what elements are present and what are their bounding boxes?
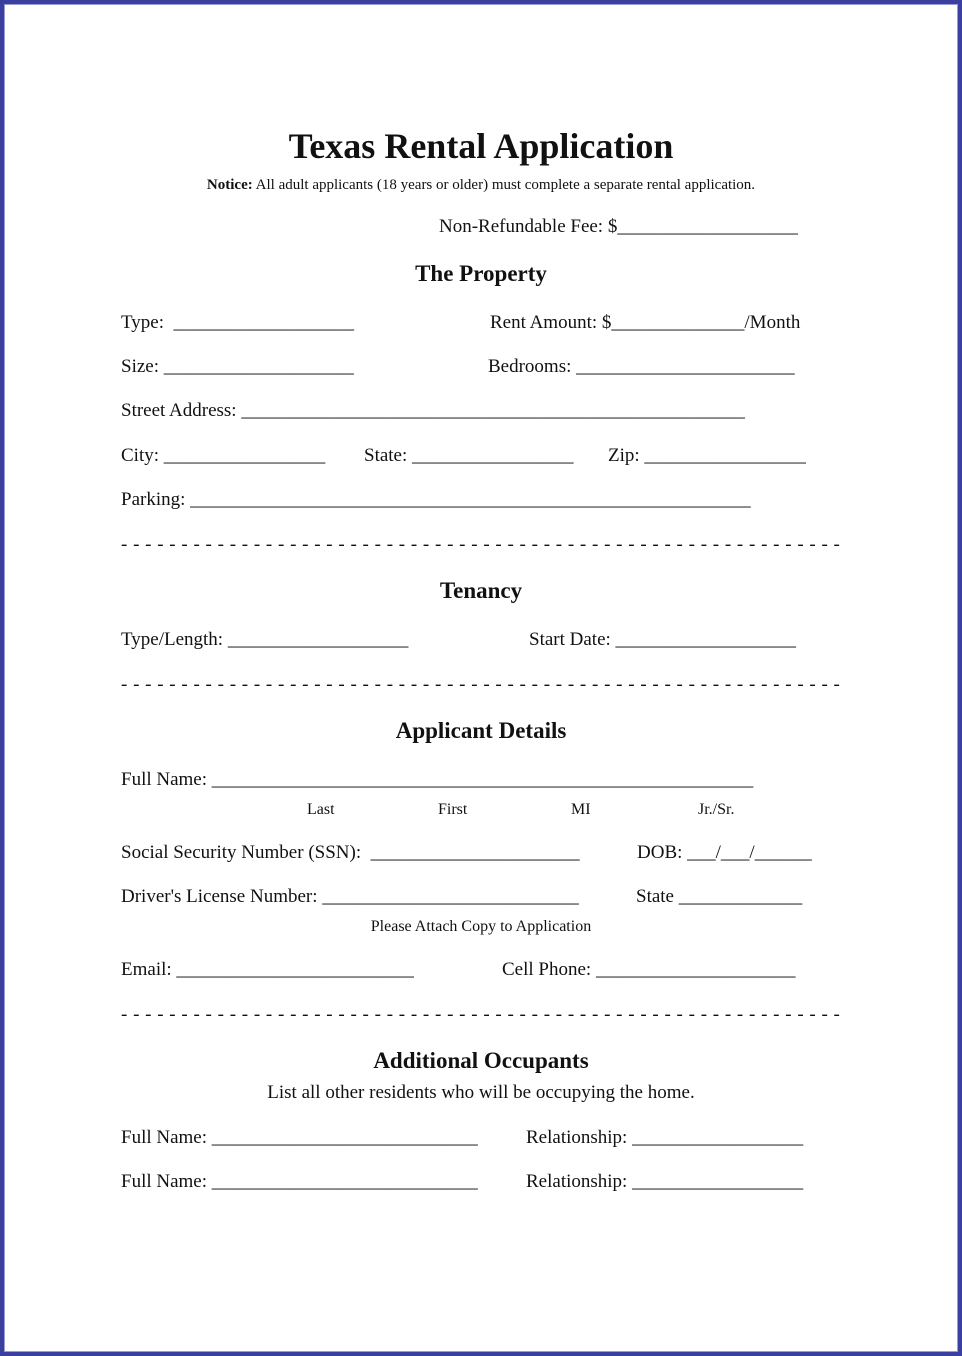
rent-amount-field[interactable]: Rent Amount: $______________/Month	[490, 312, 801, 333]
license-state-field[interactable]: State _____________	[636, 886, 803, 907]
applicant-full-name-field[interactable]: Full Name: _________________________________________________________	[121, 769, 754, 790]
attach-copy-note: Please Attach Copy to Application	[370, 918, 592, 935]
street-address-field[interactable]: Street Address: _____________________________________________________	[121, 400, 745, 421]
fee-field[interactable]: Non-Refundable Fee: $___________________	[439, 216, 798, 237]
section-heading-applicant: Applicant Details	[395, 718, 567, 743]
bedrooms-field[interactable]: Bedrooms: _______________________	[488, 356, 795, 377]
section-divider: - - - - - - - - - - - - - - - - - - - - - - - - - - - - - - - - - - - - - - - - - - - - - - - - - - - - - - - - - - - -	[121, 1004, 841, 1025]
occupant-relationship-field[interactable]: Relationship: __________________	[526, 1127, 804, 1148]
dob-field[interactable]: DOB: ___/___/______	[637, 842, 812, 863]
section-divider: - - - - - - - - - - - - - - - - - - - - - - - - - - - - - - - - - - - - - - - - - - - - - - - - - - - - - - - - - - - -	[121, 674, 841, 695]
occupant-name-field[interactable]: Full Name: ____________________________	[121, 1127, 478, 1148]
tenancy-type-length-field[interactable]: Type/Length: ___________________	[121, 629, 409, 650]
name-part-label-mi: MI	[571, 801, 591, 818]
section-divider: - - - - - - - - - - - - - - - - - - - - - - - - - - - - - - - - - - - - - - - - - - - - - - - - - - - - - - - - - - - -	[121, 534, 841, 555]
email-field[interactable]: Email: _________________________	[121, 959, 414, 980]
occupant-name-field[interactable]: Full Name: ____________________________	[121, 1171, 478, 1192]
notice-label: Notice:	[206, 177, 253, 193]
ssn-field[interactable]: Social Security Number (SSN): ______________________	[121, 842, 580, 863]
drivers-license-field[interactable]: Driver's License Number: ___________________________	[121, 886, 579, 907]
state-field[interactable]: State: _________________	[364, 445, 574, 466]
name-part-label-first: First	[438, 801, 468, 818]
section-heading-occupants: Additional Occupants	[373, 1048, 589, 1073]
parking-field[interactable]: Parking: ___________________________________________________________	[121, 489, 751, 510]
name-part-label-suffix: Jr./Sr.	[698, 801, 735, 818]
property-size-field[interactable]: Size: ____________________	[121, 356, 354, 377]
occupants-instruction: List all other residents who will be occupying the home.	[267, 1082, 695, 1103]
start-date-field[interactable]: Start Date: ___________________	[529, 629, 797, 650]
occupant-relationship-field[interactable]: Relationship: __________________	[526, 1171, 804, 1192]
property-type-field[interactable]: Type: ___________________	[121, 312, 354, 333]
notice-text: All adult applicants (18 years or older) must complete a separate rental application.	[252, 177, 756, 193]
section-heading-tenancy: Tenancy	[439, 578, 523, 603]
name-part-label-last: Last	[307, 801, 335, 818]
form-title: Texas Rental Application	[288, 126, 674, 166]
zip-field[interactable]: Zip: _________________	[608, 445, 806, 466]
city-field[interactable]: City: _________________	[121, 445, 326, 466]
notice-line	[0, 176, 962, 194]
cell-phone-field[interactable]: Cell Phone: _____________________	[502, 959, 796, 980]
section-heading-property: The Property	[415, 261, 547, 286]
